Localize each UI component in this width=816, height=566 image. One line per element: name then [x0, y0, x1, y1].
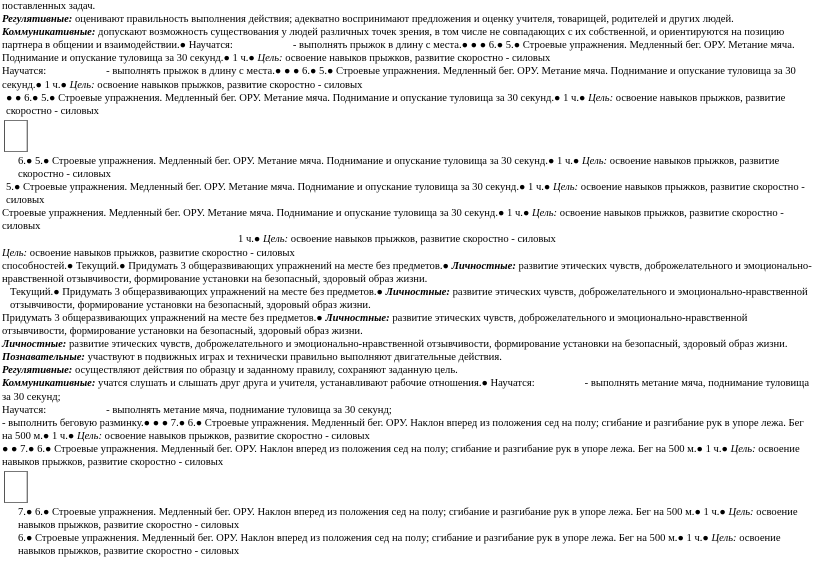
- goal-text: освоение навыков прыжков, развитие скоростно - силовых: [6, 92, 786, 117]
- communicative-paragraph: [2, 377, 814, 403]
- regulatory-paragraph: [2, 364, 814, 377]
- goal-label: Цель:: [553, 182, 579, 194]
- personal-label: Личностные:: [325, 312, 390, 324]
- personal-text: развитие этических чувств, доброжелательного и эмоционально-нравственной отзывчивости, формирование установки на безопасный, здоровый образ жизни.: [2, 260, 812, 285]
- duration-text: 1 ч.●: [238, 234, 261, 246]
- personal-paragraph: [2, 260, 814, 286]
- goal-label: Цель:: [69, 79, 95, 91]
- exercise-paragraph: [2, 207, 814, 233]
- exercise-text: - выполнить беговую разминку.● ● ● 7.● 6.● Строевые упражнения. Медленный бег. ОРУ. Наклон вперед из положения сед на полу; сгибание и разгибание рук в упоре лежа. Бег на 500 м.● 1 ч.●: [2, 417, 804, 442]
- invent-text: Придумать 3 общеразвивающих упражнений на месте без предметов.●: [2, 312, 323, 324]
- learn-paragraph: [2, 65, 814, 91]
- exercise-paragraph: [2, 532, 814, 558]
- regulatory-text: оценивают правильность выполнения действия; адекватно воспринимают предложения и оценку учителя, товарищей, родителей и других людей.: [72, 14, 734, 26]
- personal-paragraph: [2, 338, 814, 351]
- goal-text: освоение навыков прыжков, развитие скоростно - силовых: [2, 443, 800, 468]
- exercise-text: ● ● 7.● 6.● Строевые упражнения. Медленный бег. ОРУ. Наклон вперед из положения сед на полу; сгибание и разгибание рук в упоре лежа. Бег на 500 м.● 1 ч.●: [2, 443, 728, 455]
- goal-label: Цель:: [730, 443, 756, 455]
- goal-label: Цель:: [262, 234, 289, 246]
- cognitive-text: участвуют в подвижных играх и технически правильно выполняют двигательные действия.: [84, 352, 502, 364]
- goal-text: освоение навыков прыжков, развитие скоростно - силовых: [18, 533, 781, 558]
- personal-paragraph: [2, 312, 814, 338]
- goal-label: Цель:: [2, 247, 28, 259]
- goal-text: освоение навыков прыжков, развитие скоростно - силовых: [6, 182, 805, 207]
- goal-line: [2, 247, 814, 260]
- goal-label: Цель:: [581, 155, 608, 167]
- regulatory-paragraph: [2, 13, 814, 26]
- goal-label: Цель:: [728, 507, 754, 519]
- exercise-paragraph: [2, 443, 814, 469]
- goal-label: Цель:: [588, 92, 614, 104]
- duration-line: [2, 233, 814, 246]
- goal-text: освоение навыков прыжков, развитие скоростно - силовых: [94, 79, 363, 91]
- personal-paragraph: [2, 286, 814, 312]
- personal-text: развитие этических чувств, доброжелательного и эмоционально-нравственной отзывчивости, формирование установки на безопасный, здоровый образ жизни.: [66, 339, 788, 351]
- learn-label: Научатся:: [2, 404, 47, 416]
- personal-text: развитие этических чувств, доброжелательного и эмоционально-нравственной отзывчивости, формирование установки на безопасный, здоровый образ жизни.: [10, 286, 808, 311]
- regulatory-text: осуществляют действия по образцу и заданному правилу, сохраняют заданную цель.: [72, 365, 458, 377]
- learn-tail: - выполнять прыжок в длину с места.● ● ● 6.● 5.● Строевые упражнения. Медленный бег. ОРУ. Метание мяча. Поднимание и опускание туловища за 30 секунд.● 1 ч.●: [2, 40, 795, 65]
- goal-text: освоение навыков прыжков, развитие скоростно - силовых: [288, 234, 556, 246]
- exercise-text: ● ● 6.● 5.● Строевые упражнения. Медленный бег. ОРУ. Метание мяча. Поднимание и опускание туловища за 30 секунд.● 1 ч.●: [6, 92, 586, 104]
- communicative-label: Коммуникативные:: [2, 27, 96, 39]
- exercise-paragraph: [2, 506, 814, 532]
- exercise-paragraph: [2, 417, 814, 443]
- regulatory-label: Регулятивные:: [2, 365, 73, 377]
- learn-text: - выполнять метание мяча, поднимание туловища за 30 секунд;: [106, 404, 392, 416]
- personal-label: Личностные:: [2, 339, 67, 351]
- exercise-text: 5.● Строевые упражнения. Медленный бег. ОРУ. Метание мяча. Поднимание и опускание туловища за 30 секунд.● 1 ч.●: [6, 182, 551, 194]
- goal-text: освоение навыков прыжков, развитие скоростно - силовых: [18, 507, 798, 532]
- goal-text: освоение навыков прыжков, развитие скоростно - силовых: [2, 208, 784, 233]
- abilities-text: способностей.● Текущий.● Придумать 3 общеразвивающих упражнений на месте без предметов.●: [2, 260, 449, 272]
- exercise-text: 6.● Строевые упражнения. Медленный бег. ОРУ. Наклон вперед из положения сед на полу; сгибание и разгибание рук в упоре лежа. Бег на 500 м.● 1 ч.●: [18, 533, 709, 545]
- text-line: поставленных задач.: [2, 1, 96, 12]
- personal-label: Личностные:: [385, 286, 450, 298]
- learn-label: Научатся:: [2, 66, 47, 78]
- goal-text: освоение навыков прыжков, развитие скоростно - силовых: [18, 155, 780, 180]
- goal-label: Цель:: [711, 533, 737, 545]
- exercise-paragraph: [2, 181, 814, 207]
- learn-text: - выполнять прыжок в длину с места.● ● ● 6.● 5.● Строевые упражнения. Медленный бег. ОРУ. Метание мяча. Поднимание и опускание туловища за 30 секунд.● 1 ч.●: [2, 66, 796, 91]
- cognitive-label: Познавательные:: [2, 352, 85, 364]
- goal-label: Цель:: [257, 53, 283, 65]
- learn-paragraph: [2, 404, 814, 417]
- table-cell-box: [4, 120, 28, 152]
- goal-text: освоение навыков прыжков, развитие скоростно - силовых: [102, 430, 370, 442]
- personal-label: Личностные:: [451, 260, 516, 272]
- table-cell-box: [4, 471, 28, 503]
- regulatory-label: Регулятивные:: [2, 14, 73, 26]
- learn-tail: - выполнять метание мяча, поднимание туловища за 30 секунд;: [2, 378, 810, 403]
- exercise-text: 6.● 5.● Строевые упражнения. Медленный бег. ОРУ. Метание мяча. Поднимание и опускание туловища за 30 секунд.● 1 ч.●: [18, 155, 580, 167]
- goal-label: Цель:: [76, 430, 102, 442]
- exercise-paragraph: [2, 155, 814, 181]
- communicative-text: учатся слушать и слышать друг друга и учителя, устанавливают рабочие отношения.● Научатся:: [95, 378, 535, 390]
- communicative-paragraph: [2, 26, 814, 65]
- cognitive-paragraph: [2, 351, 814, 364]
- goal-text: освоение навыков прыжков, развитие скоростно - силовых: [27, 247, 295, 259]
- current-text: Текущий.● Придумать 3 общеразвивающих упражнений на месте без предметов.●: [10, 286, 383, 298]
- exercise-text: Строевые упражнения. Медленный бег. ОРУ. Метание мяча. Поднимание и опускание туловища за 30 секунд.● 1 ч.●: [2, 208, 530, 220]
- exercise-text: 7.● 6.● Строевые упражнения. Медленный бег. ОРУ. Наклон вперед из положения сед на полу; сгибание и разгибание рук в упоре лежа. Бег на 500 м.● 1 ч.●: [18, 507, 726, 519]
- communicative-text: допускают возможность существования у людей различных точек зрения, в том числе не совпадающих с их собственной, и ориентируются на позицию партнера в общении и взаимодействии.● Научатся:: [2, 27, 785, 52]
- goal-label: Цель:: [532, 208, 558, 220]
- exercise-paragraph: [2, 92, 814, 118]
- personal-text: развитие этических чувств, доброжелательного и эмоционально-нравственной отзывчивости, формирование установки на безопасный, здоровый образ жизни.: [2, 312, 748, 338]
- communicative-label: Коммуникативные:: [2, 378, 96, 390]
- goal-text: освоение навыков прыжков, развитие скоростно - силовых: [282, 53, 551, 65]
